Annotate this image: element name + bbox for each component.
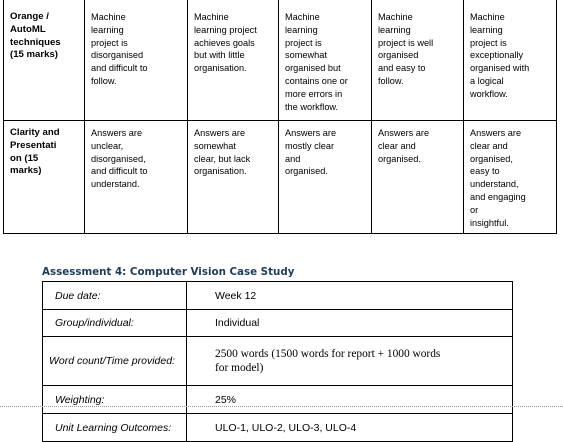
detail-label: Due date: (43, 282, 187, 310)
rubric-row-clarity (4, 121, 557, 234)
detail-value: ULO-1, ULO-2, ULO-3, ULO-4 (187, 414, 513, 442)
criterion-text: Clarity and Presentati on (15 marks) (10, 127, 60, 177)
detail-row-due-date (43, 282, 513, 310)
rubric-cell-text: Machine learning project is well organised and easy to follow. (378, 12, 434, 86)
marking-rubric-table (3, 0, 557, 234)
assessment-details-table (42, 281, 513, 442)
detail-row-weighting (43, 386, 513, 414)
rubric-cell (464, 0, 557, 121)
page-break-line (0, 406, 563, 407)
rubric-cell-text: Answers are unclear, disorganised, and difficult to understand. (91, 128, 148, 190)
criterion-cell (4, 0, 85, 121)
rubric-cell-text: Machine learning project achieves goals but with little organisation. (194, 12, 257, 74)
rubric-row-automl (4, 0, 557, 121)
detail-label: Group/individual: (43, 310, 187, 337)
rubric-cell (85, 0, 188, 121)
rubric-cell (279, 121, 372, 234)
rubric-cell (188, 0, 279, 121)
assessment-heading: Assessment 4: Computer Vision Case Study (42, 266, 295, 278)
detail-row-ulo (43, 414, 513, 442)
rubric-cell (372, 0, 464, 121)
detail-value: 25% (187, 386, 513, 414)
rubric-cell-text: Machine learning project is exceptionally organised with a logical workflow. (470, 12, 530, 99)
rubric-cell-text: Machine learning project is somewhat organised but contains one or more errors in the workflow. (285, 12, 348, 112)
rubric-cell (279, 0, 372, 121)
rubric-cell (372, 121, 464, 234)
rubric-cell-text: Machine learning project is disorganised and difficult to follow. (91, 12, 148, 86)
word-count-text: 2500 words (1500 words for report + 1000 words for model) (215, 348, 441, 374)
rubric-cell-text: Answers are somewhat clear, but lack organisation. (194, 128, 251, 177)
detail-label: Word count/Time provided: (43, 337, 187, 386)
criterion-text: Orange / AutoML techniques (15 marks) (10, 11, 61, 61)
detail-value: Week 12 (187, 282, 513, 310)
detail-value (187, 337, 513, 386)
rubric-cell-text: Answers are clear and organised, easy to understand, and engaging or insightful. (470, 128, 526, 228)
rubric-cell-text: Answers are clear and organised. (378, 128, 430, 164)
rubric-cell (85, 121, 188, 234)
detail-row-group (43, 310, 513, 337)
rubric-cell (464, 121, 557, 234)
rubric-cell-text: Answers are mostly clear and organised. (285, 128, 337, 177)
detail-label: Unit Learning Outcomes: (43, 414, 187, 442)
detail-label: Weighting: (43, 386, 187, 414)
criterion-cell (4, 121, 85, 234)
rubric-cell (188, 121, 279, 234)
detail-row-word-count (43, 337, 513, 386)
detail-value: Individual (187, 310, 513, 337)
